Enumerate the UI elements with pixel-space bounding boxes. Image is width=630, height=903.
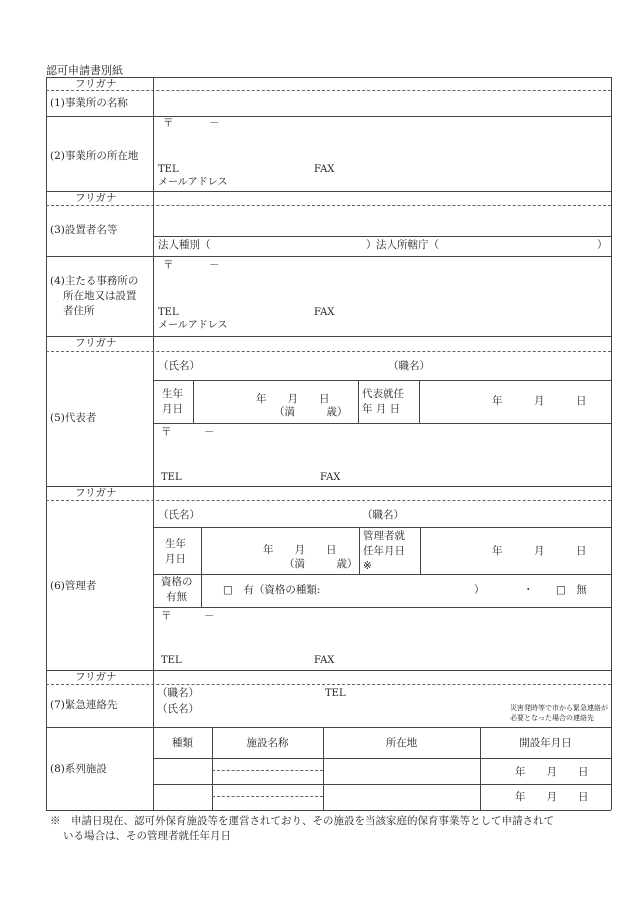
s3-corp-close: ） <box>366 239 377 251</box>
s6-birth-divider <box>201 527 202 607</box>
s8-header-bottom <box>153 758 611 759</box>
s4-postal-mark: 〒 <box>163 259 174 271</box>
s2-label: (2)事業所の所在地 <box>50 150 139 162</box>
s5-fax: FAX <box>320 472 341 483</box>
s4-postal-dash: － <box>209 259 220 271</box>
s8-row1-date: 年 月 日 <box>515 766 589 778</box>
s1-label: (1)事業所の名称 <box>50 97 128 109</box>
s6-birth-l1: 生年 <box>165 538 186 550</box>
s8-label: (8)系列施設 <box>50 763 107 775</box>
frame-bottom <box>46 810 611 811</box>
s3-bottom <box>46 256 611 257</box>
s6-divider-b <box>153 574 611 575</box>
s6-appoint-l2: 任年月日 <box>363 545 405 557</box>
s2-mail: メールアドレス <box>158 177 228 188</box>
s8-row-divider <box>153 784 611 785</box>
s6-qual-close: ） <box>474 584 485 596</box>
s6-appoint-left <box>359 527 360 574</box>
s6-qual-no[interactable]: □ 無 <box>556 584 587 596</box>
s7-label: (7)緊急連絡先 <box>50 699 118 711</box>
s5-postal-dash: － <box>204 426 215 438</box>
frame-left <box>46 77 47 810</box>
s6-appoint-note: ※ <box>363 560 372 572</box>
s4-tel: TEL <box>158 307 179 318</box>
s2-postal-mark: 〒 <box>163 117 174 129</box>
s6-fax: FAX <box>314 655 335 666</box>
s4-label-line1: (4)主たる事務所の <box>50 275 139 287</box>
s7-name: （氏名） <box>157 703 199 715</box>
s5-appoint-right <box>419 380 420 423</box>
frame-top <box>46 77 611 78</box>
s2-postal-dash: － <box>209 117 220 129</box>
s1-name-field[interactable] <box>156 92 608 114</box>
footnote-line2: いる場合は、その管理者就任年月日 <box>63 830 231 842</box>
s4-label-line2: 所在地又は設置 <box>63 290 137 302</box>
s7-note-l2: 必要となった場合の連絡先 <box>510 714 594 722</box>
s6-appoint-ymd: 年 月 日 <box>492 545 587 557</box>
furigana-divider-1 <box>46 90 611 91</box>
furigana-divider-3 <box>46 205 611 206</box>
furigana-label-7: フリガナ <box>75 671 117 683</box>
s8-header-location: 所在地 <box>385 737 418 749</box>
s6-label: (6)管理者 <box>50 580 97 592</box>
s5-birth-l1: 生年 <box>162 388 183 400</box>
s3-corp-office-close: ） <box>597 239 608 251</box>
frame-right <box>611 77 612 810</box>
s4-mail: メールアドレス <box>158 320 228 331</box>
s5-birth-ymd: 年 月 日 <box>256 393 330 405</box>
s6-qual-dot: ・ <box>523 584 534 596</box>
s5-postal-mark: 〒 <box>161 426 172 438</box>
s6-name-label: （氏名） <box>158 509 200 521</box>
furigana-divider-6 <box>46 500 611 501</box>
furigana-divider-5 <box>46 351 611 352</box>
s6-birth-l2: 月日 <box>165 553 186 565</box>
s5-appoint-l1: 代表就任 <box>362 388 404 400</box>
label-column-divider <box>153 77 154 810</box>
s4-label-line3: 者住所 <box>63 305 95 317</box>
s3-inner-divider <box>153 236 611 237</box>
s5-tel: TEL <box>161 472 182 483</box>
furigana-label-5: フリガナ <box>75 337 117 349</box>
s4-fax: FAX <box>314 307 335 318</box>
s6-tel: TEL <box>161 655 182 666</box>
furigana-label-1: フリガナ <box>75 78 117 90</box>
s2-tel: TEL <box>158 164 179 175</box>
s5-divider-b <box>153 423 611 424</box>
s7-note-l1: 災害発時等で市から緊急連絡が <box>510 704 608 712</box>
s5-appoint-ymd: 年 月 日 <box>492 395 587 407</box>
s3-corp-office: 法人所轄庁（ <box>376 239 439 251</box>
s8-row2-date: 年 月 日 <box>515 791 589 803</box>
furigana-label-6: フリガナ <box>75 487 117 499</box>
s5-post-label: （職名） <box>388 360 430 372</box>
s2-bottom <box>46 191 611 192</box>
s8-row2-facility-dash <box>212 796 323 797</box>
s6-post-label: （職名） <box>362 509 404 521</box>
s6-divider-a <box>153 527 611 528</box>
s5-label: (5)代表者 <box>50 412 97 424</box>
s3-corp-type: 法人種別（ <box>158 239 211 251</box>
s5-bottom <box>46 486 611 487</box>
s2-fax: FAX <box>314 164 335 175</box>
s8-header-facility: 施設名称 <box>246 737 289 749</box>
s6-qual-l2: 有無 <box>166 591 187 603</box>
s8-row1-facility-dash <box>212 770 323 771</box>
s5-birth-l2: 月日 <box>162 403 183 415</box>
s6-birth-ymd: 年 月 日 <box>263 544 337 556</box>
s7-bottom <box>46 727 611 728</box>
furigana-divider-7 <box>46 684 611 685</box>
s8-header-date: 開設年月日 <box>519 737 572 749</box>
s4-bottom <box>46 336 611 337</box>
document-title: 認可申請書別紙 <box>46 64 123 77</box>
s6-qual-l1: 資格の <box>161 576 193 588</box>
s5-appoint-left <box>358 380 359 423</box>
s7-post: （職名） <box>157 687 199 699</box>
s6-postal-dash: － <box>204 610 215 622</box>
s6-appoint-l1: 管理者就 <box>363 530 405 542</box>
footnote-line1: ※ 申請日現在、認可外保育施設等を運営されており、その施設を当該家庭的保育事業等として申請されて <box>50 815 554 827</box>
s5-appoint-l2: 年 月 日 <box>362 403 401 415</box>
s7-tel: TEL <box>325 688 346 699</box>
s6-bottom <box>46 670 611 671</box>
s6-appoint-right <box>420 527 421 574</box>
s6-age: （満 歳） <box>284 558 358 570</box>
s6-postal-mark: 〒 <box>161 610 172 622</box>
s6-qual-yes[interactable]: □ 有（資格の種類: <box>223 584 321 596</box>
s1-bottom <box>46 116 611 117</box>
s8-header-type: 種類 <box>172 737 193 749</box>
s5-birth-divider <box>193 380 194 423</box>
furigana-label-3: フリガナ <box>75 192 117 204</box>
s5-name-label: （氏名） <box>158 360 200 372</box>
s5-age: （満 歳） <box>274 406 348 418</box>
s5-divider-a <box>153 380 611 381</box>
s6-divider-c <box>153 607 611 608</box>
s3-label: (3)設置者名等 <box>50 224 118 236</box>
